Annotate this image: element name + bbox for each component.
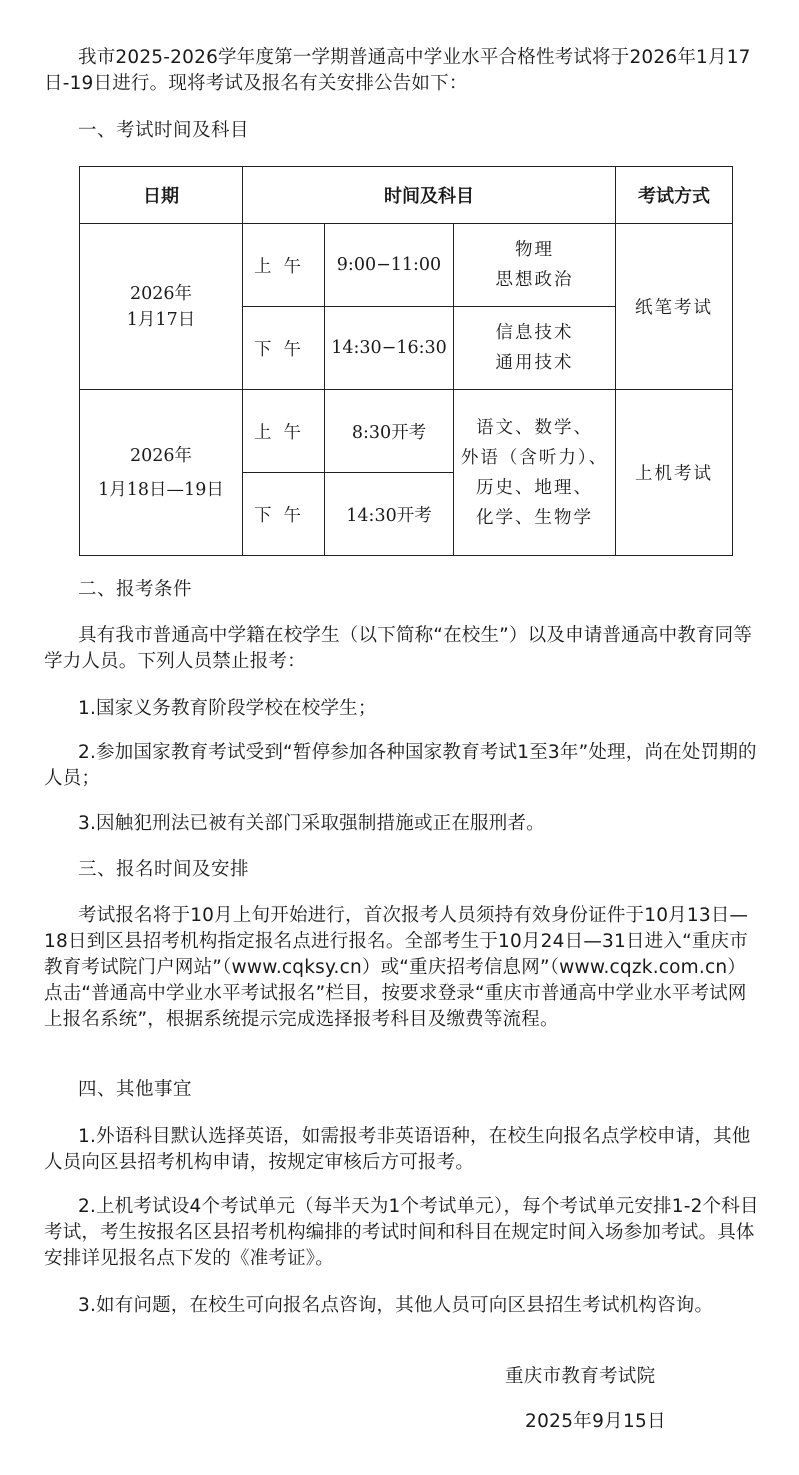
day1-morning-label: 上午 — [243, 224, 325, 307]
day2-date-year: 2026年 — [129, 445, 193, 466]
section2-intro: 具有我市普通高中学籍在校学生（以下简称“在校生”）以及申请普通高中教育同等学力人员。下列人员禁止报考： — [44, 625, 753, 672]
table-row — [80, 390, 733, 473]
day2-subjects-cell — [454, 390, 616, 556]
header-time-subject: 时间及科目 — [243, 167, 616, 224]
header-date: 日期 — [80, 167, 243, 224]
section4-item-1: 1.外语科目默认选择英语，如需报考非英语语种，在校生向报名点学校申请，其他人员向区县招考机构申请，按规定审核后方可报考。 — [44, 1126, 751, 1173]
day2-date-cell — [80, 390, 243, 556]
signature-org: 重庆市教育考试院 — [505, 1366, 656, 1387]
day1-afternoon-time: 14:30−16:30 — [325, 307, 454, 390]
table-header-row — [80, 167, 733, 224]
section3-heading: 三、报名时间及安排 — [78, 859, 250, 880]
day2-morning-label: 上午 — [243, 390, 325, 473]
day2-subject-line-1: 语文、数学、 — [476, 417, 593, 438]
section2-heading: 二、报考条件 — [78, 579, 193, 600]
day2-subject-line-2: 外语（含听力）、 — [460, 447, 609, 468]
section4-item-2: 2.上机考试设4个考试单元（每半天为1个考试单元），每个考试单元安排1-2个科目考试，考生按报名区县招考机构编排的考试时间和科目在规定时间入场参加考试。具体安排详见报名点下发的《准考证》。 — [44, 1196, 759, 1269]
section2-item-2: 2.参加国家教育考试受到“暂停参加各种国家教育考试1至3年”处理，尚在处罚期的人员； — [44, 742, 757, 789]
day2-afternoon-time: 14:30开考 — [325, 473, 454, 556]
day2-mode-cell: 上机考试 — [616, 390, 733, 556]
day1-morning-time: 9:00−11:00 — [325, 224, 454, 307]
header-mode: 考试方式 — [616, 167, 733, 224]
section1-heading: 一、考试时间及科目 — [78, 120, 250, 141]
day1-afternoon-label: 下午 — [243, 307, 325, 390]
section2-item-1: 1.国家义务教育阶段学校在校学生； — [78, 698, 377, 719]
day1-date-year: 2026年 — [129, 283, 193, 304]
day2-date-days: 1月18日—19日 — [98, 479, 224, 500]
exam-schedule-table — [79, 166, 733, 556]
section4-item-3: 3.如有问题，在校生可向报名点咨询，其他人员可向区县招生考试机构咨询。 — [78, 1295, 714, 1316]
table-row — [80, 224, 733, 307]
intro-paragraph: 我市2025-2026学年度第一学期普通高中学业水平合格性考试将于2026年1月17日-19日进行。现将考试及报名有关安排公告如下： — [44, 47, 751, 94]
section2-item-3: 3.因触犯刑法已被有关部门采取强制措施或正在服刑者。 — [78, 813, 545, 834]
day1-date-day: 1月17日 — [126, 309, 196, 330]
day1-afternoon-subject-2: 通用技术 — [495, 353, 574, 373]
day1-morning-subject-1: 物理 — [515, 240, 554, 260]
day2-afternoon-label: 下午 — [243, 473, 325, 556]
day1-morning-subject-2: 思想政治 — [495, 270, 574, 290]
day1-morning-subjects — [454, 224, 616, 307]
day1-afternoon-subjects — [454, 307, 616, 390]
day1-mode-cell: 纸笔考试 — [616, 224, 733, 390]
section4-heading: 四、其他事宜 — [78, 1079, 193, 1100]
section3-body: 考试报名将于10月上旬开始进行，首次报考人员须持有效身份证件于10月13日—18日到区县招考机构指定报名点进行报名。全部考生于10月24日—31日进入“重庆市教育考试院门户网站”（www.cqksy.cn）或“重庆招考信息网”（www.cqzk.com.cn）点击“普通高中学业水平考试报名”栏目，按要求登录“重庆市普通高中学业水平考试网上报名系统”，根据系统提示完成选择报考科目及缴费等流程。 — [44, 905, 749, 1030]
signature-date: 2025年9月15日 — [525, 1411, 666, 1432]
day1-afternoon-subject-1: 信息技术 — [495, 323, 574, 343]
day2-subject-line-3: 历史、地理、 — [476, 477, 593, 498]
day2-subject-line-4: 化学、生物学 — [476, 507, 593, 528]
day2-morning-time: 8:30开考 — [325, 390, 454, 473]
day1-date-cell — [80, 224, 243, 390]
